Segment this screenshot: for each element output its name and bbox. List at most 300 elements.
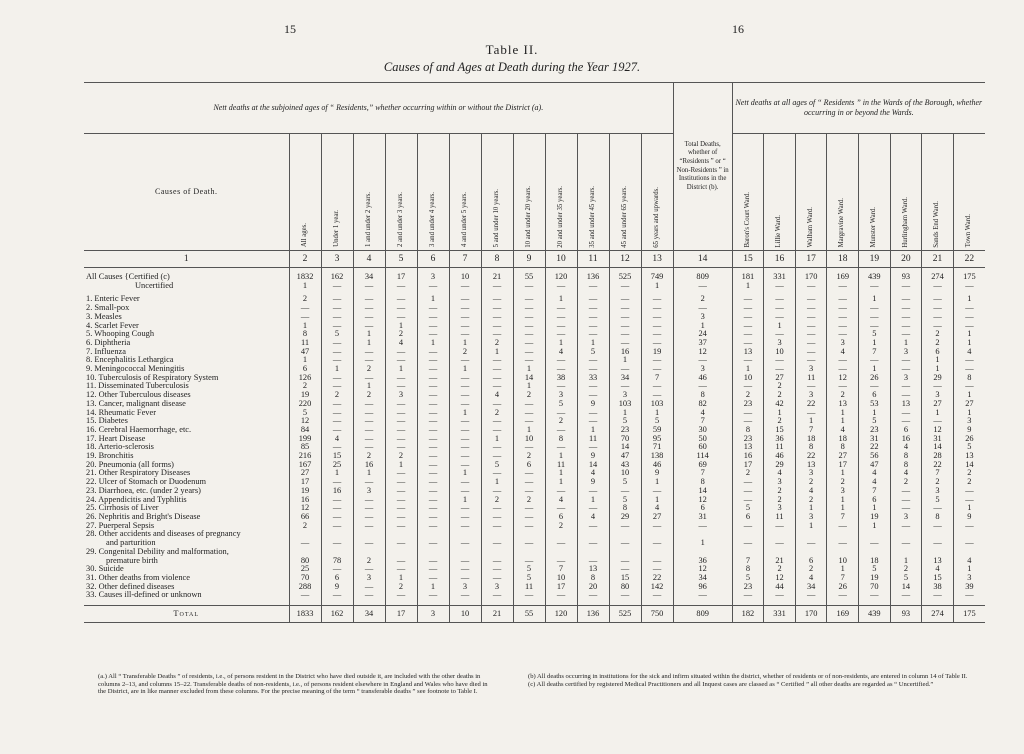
value-cell: — xyxy=(795,539,827,548)
value-cell: — xyxy=(513,539,545,548)
value-cell: 1 xyxy=(859,365,891,374)
table-subtitle: Causes of and Ages at Death during the Year 1927. xyxy=(383,60,641,74)
value-cell: 5 xyxy=(609,417,641,426)
value-cell: 11 xyxy=(795,374,827,383)
value-cell: — xyxy=(827,356,859,365)
value-cell: 2 xyxy=(795,478,827,487)
value-cell: — xyxy=(764,282,796,291)
value-cell: — xyxy=(321,565,353,574)
value-cell: 6 xyxy=(321,574,353,583)
total-cell: 169 xyxy=(827,606,859,623)
value-cell: 1 xyxy=(321,365,353,374)
value-cell: — xyxy=(859,356,891,365)
value-cell: 5 xyxy=(513,565,545,574)
header-causes: Causes of Death. xyxy=(84,134,289,251)
value-cell: 2 xyxy=(764,487,796,496)
value-cell: — xyxy=(321,313,353,322)
value-cell: 1 xyxy=(513,365,545,374)
value-cell: — xyxy=(641,557,673,566)
value-cell: 4 xyxy=(641,504,673,513)
value-cell: — xyxy=(641,391,673,400)
value-cell: 12 xyxy=(289,417,321,426)
value-cell: — xyxy=(385,374,417,383)
value-cell: — xyxy=(481,565,513,574)
value-cell: 6 xyxy=(289,365,321,374)
header-wards-group: Nett deaths at all ages of “ Residents ” in the Wards of the Borough, whether occurring in or beyond the Wards. xyxy=(735,98,983,117)
value-cell: 1 xyxy=(673,322,732,331)
header-ward-col xyxy=(764,134,796,251)
cause-cell xyxy=(84,295,289,304)
value-cell: — xyxy=(641,304,673,313)
value-cell: — xyxy=(449,391,481,400)
value-cell: 1 xyxy=(827,409,859,418)
header-ages-group: Nett deaths at the subjoined ages of “ Residents,” whether occurring within or without the District (a). xyxy=(213,103,544,112)
cause-label: 19. Bronchitis xyxy=(86,452,134,461)
value-cell: — xyxy=(321,374,353,383)
value-cell: 2 xyxy=(922,330,954,339)
header-age-col xyxy=(321,134,353,251)
value-cell: 50 xyxy=(673,435,732,444)
value-cell: 12 xyxy=(922,426,954,435)
value-cell: 34 xyxy=(795,583,827,592)
value-cell: — xyxy=(321,591,353,600)
value-cell: 8 xyxy=(922,513,954,522)
header-ward-col xyxy=(890,134,922,251)
header-ward-label: Margravine Ward. xyxy=(838,197,846,248)
value-cell: — xyxy=(513,443,545,452)
column-number: 21 xyxy=(922,251,954,268)
value-cell: — xyxy=(385,522,417,531)
table-row xyxy=(84,330,985,339)
cause-cell xyxy=(84,435,289,444)
value-cell: 2 xyxy=(289,522,321,531)
column-number: 12 xyxy=(609,251,641,268)
cause-label: 2. Small-pox xyxy=(86,304,130,313)
value-cell: 16 xyxy=(732,452,764,461)
value-cell: — xyxy=(321,356,353,365)
cause-cell xyxy=(84,478,289,487)
value-cell: 14 xyxy=(513,374,545,383)
value-cell: 2 xyxy=(449,348,481,357)
value-cell: 8 xyxy=(890,461,922,470)
value-cell: 1 xyxy=(417,339,449,348)
column-number: 20 xyxy=(890,251,922,268)
value-cell: — xyxy=(577,522,609,531)
column-number: 11 xyxy=(577,251,609,268)
value-cell: — xyxy=(417,591,449,600)
value-cell: — xyxy=(545,322,577,331)
value-cell: — xyxy=(321,339,353,348)
value-cell: 31 xyxy=(859,435,891,444)
value-cell: 78 xyxy=(321,557,353,566)
value-cell: — xyxy=(827,313,859,322)
value-cell: — xyxy=(321,496,353,505)
cause-label: 4. Scarlet Fever xyxy=(86,321,139,330)
cause-cell xyxy=(84,583,289,592)
value-cell: — xyxy=(732,496,764,505)
value-cell: 2 xyxy=(545,522,577,531)
value-cell: 14 xyxy=(577,461,609,470)
value-cell: — xyxy=(513,295,545,304)
value-cell: — xyxy=(481,322,513,331)
value-cell: — xyxy=(609,322,641,331)
value-cell: — xyxy=(545,282,577,291)
value-cell: 2 xyxy=(732,469,764,478)
value-cell: — xyxy=(513,304,545,313)
value-cell: 809 xyxy=(673,273,732,282)
value-cell: — xyxy=(417,330,449,339)
value-cell: 1 xyxy=(513,382,545,391)
header-age-col xyxy=(353,134,385,251)
value-cell: — xyxy=(965,304,974,313)
cause-cell xyxy=(84,409,289,418)
total-row xyxy=(84,606,985,623)
value-cell: — xyxy=(417,557,449,566)
cause-label: 16. Cerebral Haemorrhage, etc. xyxy=(86,425,192,434)
header-age-label: Under 1 year. xyxy=(332,210,340,248)
value-cell: 1 xyxy=(641,409,673,418)
header-age-col xyxy=(417,134,449,251)
value-cell: — xyxy=(481,539,513,548)
cause-cell xyxy=(84,443,289,452)
total-cell: 34 xyxy=(353,606,385,623)
value-cell: — xyxy=(353,282,385,291)
value-cell: — xyxy=(545,382,577,391)
value-cell: 4 xyxy=(859,478,891,487)
cause-label: 24. Appendicitis and Typhlitis xyxy=(86,495,187,504)
total-cell: 21 xyxy=(481,606,513,623)
value-cell: — xyxy=(513,400,545,409)
cause-cell xyxy=(84,348,289,357)
value-cell: 1 xyxy=(289,356,321,365)
value-cell: 2 xyxy=(795,565,827,574)
value-cell: 8 xyxy=(673,391,732,400)
value-cell: — xyxy=(609,565,641,574)
value-cell: 2 xyxy=(289,382,321,391)
value-cell: — xyxy=(965,312,974,321)
value-cell: 7 xyxy=(859,487,891,496)
value-cell: 22 xyxy=(795,400,827,409)
value-cell: — xyxy=(481,487,513,496)
value-cell: — xyxy=(922,539,954,548)
value-cell: 8 xyxy=(545,435,577,444)
value-cell: 11 xyxy=(289,339,321,348)
value-cell: 18 xyxy=(827,435,859,444)
value-cell: 1 xyxy=(449,469,481,478)
value-cell: 114 xyxy=(673,452,732,461)
value-cell: 8 xyxy=(827,443,859,452)
value-cell: 11 xyxy=(577,435,609,444)
value-cell: — xyxy=(417,356,449,365)
total-cell: 439 xyxy=(859,606,891,623)
column-number: 8 xyxy=(481,251,513,268)
value-cell: — xyxy=(513,348,545,357)
value-cell: 1 xyxy=(353,339,385,348)
value-cell: 38 xyxy=(922,583,954,592)
value-cell: — xyxy=(673,382,732,391)
value-cell: 1 xyxy=(481,348,513,357)
value-cell: 4 xyxy=(577,469,609,478)
value-cell: — xyxy=(609,382,641,391)
value-cell: — xyxy=(577,539,609,548)
cause-cell xyxy=(84,513,289,522)
value-cell: — xyxy=(673,304,732,313)
value-cell: 22 xyxy=(641,574,673,583)
value-cell: 15 xyxy=(321,452,353,461)
table-row xyxy=(84,513,985,522)
value-cell: 59 xyxy=(641,426,673,435)
value-cell: 11 xyxy=(764,513,796,522)
value-cell: 142 xyxy=(641,583,673,592)
value-cell: — xyxy=(417,513,449,522)
value-cell: 2 xyxy=(732,391,764,400)
value-cell: — xyxy=(449,435,481,444)
value-cell: 1 xyxy=(417,583,449,592)
value-cell: 28 xyxy=(922,452,954,461)
table-row xyxy=(84,522,985,531)
value-cell: — xyxy=(513,513,545,522)
value-cell: — xyxy=(965,486,974,495)
cause-label: 5. Whooping Cough xyxy=(86,330,155,339)
value-cell: 5 xyxy=(859,565,891,574)
value-cell: — xyxy=(353,295,385,304)
value-cell: 13 xyxy=(732,348,764,357)
total-cell: 10 xyxy=(449,606,481,623)
cause-label: 13. Cancer, malignant disease xyxy=(86,399,186,408)
value-cell: 12 xyxy=(827,374,859,383)
value-cell: 22 xyxy=(922,461,954,470)
value-cell: 5 xyxy=(577,348,609,357)
value-cell: 17 xyxy=(732,461,764,470)
value-cell: — xyxy=(417,469,449,478)
value-cell: 6 xyxy=(795,557,827,566)
total-cell: 750 xyxy=(641,606,673,623)
value-cell: — xyxy=(385,435,417,444)
value-cell: 12 xyxy=(289,504,321,513)
value-cell: 4 xyxy=(545,496,577,505)
value-cell: 1 xyxy=(353,469,385,478)
value-cell: 1 xyxy=(732,365,764,374)
table-row xyxy=(84,443,985,452)
value-cell: — xyxy=(385,478,417,487)
value-cell: 6 xyxy=(859,391,891,400)
value-cell: — xyxy=(641,365,673,374)
value-cell: — xyxy=(795,382,827,391)
value-cell: 13 xyxy=(732,443,764,452)
value-cell: — xyxy=(890,487,922,496)
value-cell: — xyxy=(481,504,513,513)
value-cell: 6 xyxy=(890,426,922,435)
value-cell: 3 xyxy=(967,417,972,426)
column-number: 9 xyxy=(513,251,545,268)
value-cell: — xyxy=(609,539,641,548)
value-cell: 6 xyxy=(513,461,545,470)
value-cell: 1 xyxy=(321,469,353,478)
value-cell: 1 xyxy=(577,426,609,435)
value-cell: 5 xyxy=(513,574,545,583)
value-cell: 1 xyxy=(732,282,764,291)
cause-label: 15. Diabetes xyxy=(86,417,128,426)
total-cell: 55 xyxy=(513,606,545,623)
header-age-col xyxy=(545,134,577,251)
value-cell: — xyxy=(545,591,577,600)
header-age-col xyxy=(481,134,513,251)
total-label: Total xyxy=(84,606,289,623)
header-age-col xyxy=(449,134,481,251)
value-cell: 19 xyxy=(641,348,673,357)
value-cell: — xyxy=(965,591,974,600)
value-cell: — xyxy=(353,409,385,418)
value-cell: — xyxy=(545,356,577,365)
value-cell: 1 xyxy=(795,504,827,513)
value-cell: 5 xyxy=(922,496,954,505)
value-cell: 1 xyxy=(859,295,891,304)
value-cell: — xyxy=(890,313,922,322)
value-cell: — xyxy=(577,304,609,313)
value-cell: — xyxy=(449,282,481,291)
value-cell: — xyxy=(417,487,449,496)
value-cell: 5 xyxy=(321,330,353,339)
value-cell: — xyxy=(417,426,449,435)
value-cell: 2 xyxy=(764,391,796,400)
header-ward-col xyxy=(953,134,985,251)
value-cell: — xyxy=(513,322,545,331)
value-cell: 10 xyxy=(449,273,481,282)
value-cell: — xyxy=(449,330,481,339)
value-cell: 38 xyxy=(545,374,577,383)
value-cell: — xyxy=(353,322,385,331)
value-cell: 439 xyxy=(859,273,891,282)
value-cell: 9 xyxy=(967,425,972,434)
cause-label: 31. Other deaths from violence xyxy=(86,573,190,582)
value-cell: 12 xyxy=(673,496,732,505)
cause-cell xyxy=(84,452,289,461)
value-cell: — xyxy=(449,478,481,487)
value-cell: 95 xyxy=(641,435,673,444)
value-cell: — xyxy=(764,304,796,313)
value-cell: — xyxy=(795,348,827,357)
value-cell: — xyxy=(732,322,764,331)
value-cell: 7 xyxy=(545,565,577,574)
value-cell: 18 xyxy=(795,435,827,444)
value-cell: 4 xyxy=(967,556,972,565)
value-cell: 70 xyxy=(859,583,891,592)
value-cell: — xyxy=(795,322,827,331)
value-cell: — xyxy=(513,504,545,513)
value-cell: — xyxy=(732,356,764,365)
value-cell: 1 xyxy=(385,322,417,331)
cause-label: 32. Other defined diseases xyxy=(86,582,175,591)
value-cell: 27 xyxy=(764,374,796,383)
value-cell: 3 xyxy=(545,391,577,400)
value-cell: 13 xyxy=(965,452,974,461)
cause-cell xyxy=(84,374,289,383)
table-row xyxy=(84,591,985,600)
value-cell: 5 xyxy=(609,496,641,505)
value-cell: 2 xyxy=(967,469,972,478)
value-cell: 36 xyxy=(673,557,732,566)
value-cell: — xyxy=(353,374,385,383)
value-cell: 2 xyxy=(353,452,385,461)
value-cell: — xyxy=(385,504,417,513)
value-cell: 103 xyxy=(609,400,641,409)
value-cell: — xyxy=(481,400,513,409)
value-cell: — xyxy=(890,417,922,426)
value-cell: 525 xyxy=(609,273,641,282)
table-row xyxy=(84,365,985,374)
value-cell: — xyxy=(481,574,513,583)
cause-label: 17. Heart Disease xyxy=(86,434,146,443)
value-cell: 1 xyxy=(859,409,891,418)
value-cell: 1 xyxy=(859,339,891,348)
value-cell: 5 xyxy=(859,417,891,426)
cause-cell xyxy=(84,591,289,600)
value-cell: 167 xyxy=(289,461,321,470)
value-cell: — xyxy=(922,282,954,291)
value-cell: 2 xyxy=(385,452,417,461)
value-cell: 31 xyxy=(922,435,954,444)
cause-cell xyxy=(84,382,289,391)
value-cell: — xyxy=(417,522,449,531)
header-age-label: 10 and under 20 years. xyxy=(524,185,532,248)
value-cell: — xyxy=(481,313,513,322)
value-cell: — xyxy=(890,504,922,513)
header-ward-col xyxy=(732,134,764,251)
cause-cell xyxy=(84,304,289,313)
value-cell: 11 xyxy=(513,583,545,592)
value-cell: 26 xyxy=(965,434,974,443)
header-ward-label: Sands End Ward. xyxy=(933,200,941,248)
value-cell: — xyxy=(827,304,859,313)
value-cell: — xyxy=(417,435,449,444)
value-cell: — xyxy=(353,496,385,505)
value-cell: 10 xyxy=(545,574,577,583)
value-cell: — xyxy=(289,539,321,548)
value-cell: — xyxy=(321,539,353,548)
value-cell: — xyxy=(764,539,796,548)
value-cell: — xyxy=(385,487,417,496)
cause-label: 30. Suicide xyxy=(86,565,124,574)
cause-label: 29. Congenital Debility and malformation, xyxy=(86,547,229,556)
value-cell: — xyxy=(577,330,609,339)
value-cell: — xyxy=(890,391,922,400)
total-cell: 1833 xyxy=(289,606,321,623)
value-cell: — xyxy=(353,426,385,435)
value-cell: 3 xyxy=(609,391,641,400)
value-cell: — xyxy=(321,400,353,409)
value-cell: 8 xyxy=(967,373,972,382)
value-cell: 1 xyxy=(890,339,922,348)
table-row xyxy=(84,356,985,365)
value-cell: 23 xyxy=(859,426,891,435)
value-cell: — xyxy=(890,295,922,304)
value-cell: — xyxy=(764,356,796,365)
value-cell: — xyxy=(385,565,417,574)
value-cell: — xyxy=(827,539,859,548)
table-row xyxy=(84,583,985,592)
footnote-b: (b) All deaths occurring in institutions for the sick and infirm situated within the district, whether of residents or of non-residents, are entered in column 14 of Table II. xyxy=(528,673,968,680)
value-cell: 5 xyxy=(545,400,577,409)
value-cell: — xyxy=(289,304,321,313)
value-cell: 1 xyxy=(481,478,513,487)
value-cell: — xyxy=(385,496,417,505)
header-total-institutions: Total Deaths, whether of “Residents ” or “ Non-Residents ” in Institutions in the District (b). xyxy=(673,83,732,251)
column-number: 6 xyxy=(417,251,449,268)
value-cell: 46 xyxy=(641,461,673,470)
value-cell: 1 xyxy=(449,339,481,348)
value-cell: 46 xyxy=(673,374,732,383)
value-cell: 1 xyxy=(764,409,796,418)
